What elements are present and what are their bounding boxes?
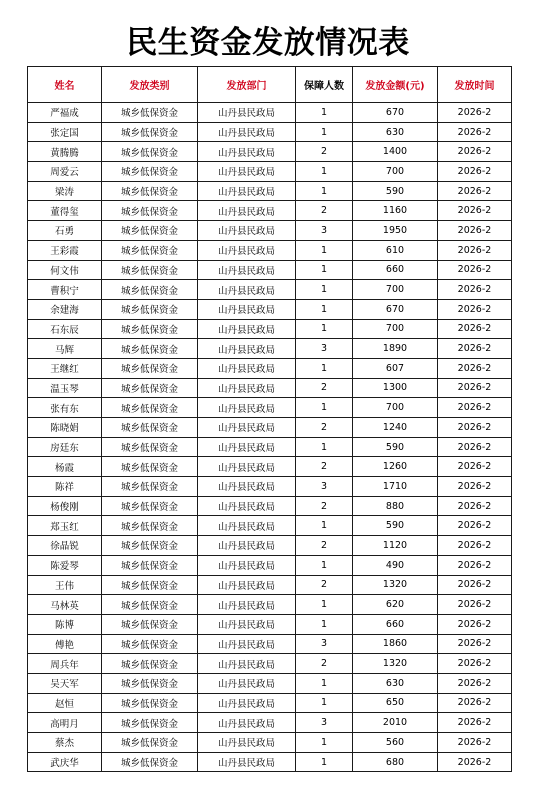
cell-name: 石勇 [28,221,102,241]
table-row [28,634,512,654]
cell-department: 山丹县民政局 [198,634,296,654]
cell-category: 城乡低保资金 [102,752,198,772]
cell-persons: 1 [296,733,353,753]
cell-name: 严福成 [28,103,102,123]
table-row [28,752,512,772]
cell-department: 山丹县民政局 [198,162,296,182]
cell-persons: 1 [296,162,353,182]
cell-persons: 2 [296,536,353,556]
cell-category: 城乡低保资金 [102,162,198,182]
table-row [28,536,512,556]
cell-persons: 1 [296,673,353,693]
cell-category: 城乡低保资金 [102,614,198,634]
table-row [28,693,512,713]
cell-category: 城乡低保资金 [102,280,198,300]
cell-date: 2026-2 [438,162,512,182]
table-header-row [28,67,512,103]
cell-category: 城乡低保资金 [102,103,198,123]
cell-category: 城乡低保资金 [102,240,198,260]
cell-category: 城乡低保资金 [102,122,198,142]
cell-date: 2026-2 [438,221,512,241]
cell-persons: 3 [296,339,353,359]
table-row [28,555,512,575]
cell-persons: 1 [296,614,353,634]
cell-date: 2026-2 [438,457,512,477]
cell-department: 山丹县民政局 [198,555,296,575]
cell-amount: 610 [353,240,438,260]
cell-amount: 1320 [353,575,438,595]
cell-date: 2026-2 [438,752,512,772]
cell-persons: 1 [296,398,353,418]
cell-name: 石东辰 [28,319,102,339]
cell-department: 山丹县民政局 [198,299,296,319]
cell-date: 2026-2 [438,654,512,674]
cell-date: 2026-2 [438,418,512,438]
cell-department: 山丹县民政局 [198,457,296,477]
table-row [28,240,512,260]
cell-date: 2026-2 [438,142,512,162]
table-row [28,142,512,162]
cell-date: 2026-2 [438,634,512,654]
cell-amount: 1400 [353,142,438,162]
cell-amount: 560 [353,733,438,753]
cell-amount: 1260 [353,457,438,477]
cell-date: 2026-2 [438,713,512,733]
cell-date: 2026-2 [438,398,512,418]
cell-persons: 2 [296,201,353,221]
cell-amount: 700 [353,280,438,300]
cell-amount: 1160 [353,201,438,221]
cell-amount: 590 [353,181,438,201]
cell-amount: 700 [353,319,438,339]
cell-date: 2026-2 [438,673,512,693]
cell-department: 山丹县民政局 [198,122,296,142]
cell-date: 2026-2 [438,103,512,123]
table-row [28,299,512,319]
cell-name: 马林英 [28,595,102,615]
cell-category: 城乡低保资金 [102,595,198,615]
table-row [28,319,512,339]
cell-persons: 3 [296,221,353,241]
cell-name: 陈爱琴 [28,555,102,575]
cell-persons: 2 [296,575,353,595]
cell-department: 山丹县民政局 [198,575,296,595]
table-row [28,358,512,378]
table-body [28,103,512,772]
cell-category: 城乡低保资金 [102,358,198,378]
cell-department: 山丹县民政局 [198,201,296,221]
cell-department: 山丹县民政局 [198,496,296,516]
cell-category: 城乡低保资金 [102,437,198,457]
cell-persons: 1 [296,103,353,123]
cell-category: 城乡低保资金 [102,516,198,536]
table-row [28,280,512,300]
cell-category: 城乡低保资金 [102,575,198,595]
cell-amount: 1890 [353,339,438,359]
cell-date: 2026-2 [438,536,512,556]
cell-department: 山丹县民政局 [198,733,296,753]
column-header-amount: 发放金额(元) [353,67,438,103]
cell-department: 山丹县民政局 [198,181,296,201]
cell-category: 城乡低保资金 [102,733,198,753]
cell-category: 城乡低保资金 [102,693,198,713]
table-row [28,201,512,221]
cell-amount: 670 [353,299,438,319]
cell-date: 2026-2 [438,378,512,398]
cell-name: 张有东 [28,398,102,418]
cell-persons: 1 [296,280,353,300]
page-title: 民生资金发放情况表 [126,25,410,61]
cell-category: 城乡低保资金 [102,339,198,359]
cell-name: 曹积宁 [28,280,102,300]
column-header-department: 发放部门 [198,67,296,103]
table-row [28,654,512,674]
cell-category: 城乡低保资金 [102,713,198,733]
cell-amount: 630 [353,673,438,693]
table-row [28,673,512,693]
cell-department: 山丹县民政局 [198,673,296,693]
cell-date: 2026-2 [438,575,512,595]
cell-name: 杨俊刚 [28,496,102,516]
table-row [28,221,512,241]
cell-category: 城乡低保资金 [102,398,198,418]
cell-name: 张定国 [28,122,102,142]
cell-department: 山丹县民政局 [198,693,296,713]
cell-department: 山丹县民政局 [198,752,296,772]
cell-persons: 1 [296,555,353,575]
cell-category: 城乡低保资金 [102,142,198,162]
cell-date: 2026-2 [438,595,512,615]
cell-persons: 2 [296,142,353,162]
cell-date: 2026-2 [438,260,512,280]
cell-department: 山丹县民政局 [198,378,296,398]
cell-persons: 1 [296,516,353,536]
cell-department: 山丹县民政局 [198,536,296,556]
cell-department: 山丹县民政局 [198,418,296,438]
cell-amount: 590 [353,516,438,536]
cell-department: 山丹县民政局 [198,319,296,339]
cell-amount: 1860 [353,634,438,654]
cell-name: 马辉 [28,339,102,359]
cell-amount: 700 [353,162,438,182]
cell-name: 武庆华 [28,752,102,772]
column-header-date: 发放时间 [438,67,512,103]
table-row [28,181,512,201]
cell-amount: 1300 [353,378,438,398]
cell-amount: 620 [353,595,438,615]
cell-persons: 2 [296,457,353,477]
cell-name: 周兵年 [28,654,102,674]
cell-date: 2026-2 [438,693,512,713]
cell-name: 王彩霞 [28,240,102,260]
table-row [28,103,512,123]
cell-category: 城乡低保资金 [102,418,198,438]
cell-amount: 670 [353,103,438,123]
cell-date: 2026-2 [438,299,512,319]
cell-persons: 1 [296,299,353,319]
cell-persons: 1 [296,693,353,713]
column-header-name: 姓名 [28,67,102,103]
cell-name: 蔡杰 [28,733,102,753]
column-header-category: 发放类别 [102,67,198,103]
cell-name: 房廷东 [28,437,102,457]
cell-persons: 2 [296,418,353,438]
cell-amount: 1320 [353,654,438,674]
cell-department: 山丹县民政局 [198,103,296,123]
table-row [28,733,512,753]
table-row [28,575,512,595]
cell-amount: 680 [353,752,438,772]
cell-persons: 1 [296,122,353,142]
cell-date: 2026-2 [438,339,512,359]
cell-date: 2026-2 [438,437,512,457]
cell-persons: 2 [296,654,353,674]
cell-amount: 1950 [353,221,438,241]
cell-department: 山丹县民政局 [198,516,296,536]
cell-date: 2026-2 [438,201,512,221]
cell-category: 城乡低保资金 [102,181,198,201]
funds-table [27,66,512,772]
cell-department: 山丹县民政局 [198,260,296,280]
cell-name: 傅艳 [28,634,102,654]
cell-category: 城乡低保资金 [102,319,198,339]
cell-persons: 1 [296,752,353,772]
cell-category: 城乡低保资金 [102,477,198,497]
cell-date: 2026-2 [438,181,512,201]
cell-amount: 590 [353,437,438,457]
cell-date: 2026-2 [438,555,512,575]
cell-name: 王伟 [28,575,102,595]
cell-amount: 650 [353,693,438,713]
cell-date: 2026-2 [438,733,512,753]
cell-name: 郑玉红 [28,516,102,536]
table-row [28,713,512,733]
cell-date: 2026-2 [438,516,512,536]
cell-category: 城乡低保资金 [102,654,198,674]
cell-department: 山丹县民政局 [198,713,296,733]
cell-name: 陈祥 [28,477,102,497]
cell-amount: 490 [353,555,438,575]
cell-category: 城乡低保资金 [102,536,198,556]
cell-name: 董得玺 [28,201,102,221]
cell-persons: 3 [296,713,353,733]
cell-department: 山丹县民政局 [198,339,296,359]
cell-department: 山丹县民政局 [198,595,296,615]
cell-persons: 3 [296,634,353,654]
cell-name: 高明月 [28,713,102,733]
cell-name: 徐晶锐 [28,536,102,556]
cell-name: 吴天军 [28,673,102,693]
cell-persons: 1 [296,319,353,339]
cell-date: 2026-2 [438,477,512,497]
table-row [28,122,512,142]
cell-amount: 660 [353,614,438,634]
column-header-persons: 保障人数 [296,67,353,103]
cell-amount: 607 [353,358,438,378]
cell-category: 城乡低保资金 [102,260,198,280]
cell-department: 山丹县民政局 [198,398,296,418]
cell-department: 山丹县民政局 [198,477,296,497]
cell-name: 陈晓娟 [28,418,102,438]
cell-name: 陈博 [28,614,102,634]
cell-category: 城乡低保资金 [102,299,198,319]
cell-category: 城乡低保资金 [102,457,198,477]
table-row [28,457,512,477]
cell-date: 2026-2 [438,358,512,378]
cell-name: 梁涛 [28,181,102,201]
cell-date: 2026-2 [438,240,512,260]
cell-persons: 1 [296,437,353,457]
table-row [28,260,512,280]
cell-persons: 1 [296,240,353,260]
cell-amount: 630 [353,122,438,142]
cell-persons: 2 [296,378,353,398]
cell-category: 城乡低保资金 [102,496,198,516]
cell-amount: 880 [353,496,438,516]
cell-name: 黄腾腾 [28,142,102,162]
table-row [28,437,512,457]
cell-department: 山丹县民政局 [198,614,296,634]
cell-date: 2026-2 [438,319,512,339]
table-row [28,595,512,615]
cell-name: 周爱云 [28,162,102,182]
cell-date: 2026-2 [438,496,512,516]
cell-category: 城乡低保资金 [102,378,198,398]
cell-date: 2026-2 [438,280,512,300]
cell-persons: 2 [296,496,353,516]
cell-amount: 1710 [353,477,438,497]
table-row [28,496,512,516]
cell-persons: 1 [296,260,353,280]
table-row [28,516,512,536]
cell-persons: 1 [296,358,353,378]
cell-name: 杨霞 [28,457,102,477]
cell-category: 城乡低保资金 [102,555,198,575]
cell-category: 城乡低保资金 [102,673,198,693]
cell-persons: 1 [296,595,353,615]
cell-persons: 1 [296,181,353,201]
table-row [28,398,512,418]
cell-name: 赵恒 [28,693,102,713]
cell-name: 余建海 [28,299,102,319]
cell-amount: 700 [353,398,438,418]
cell-department: 山丹县民政局 [198,654,296,674]
table-row [28,418,512,438]
cell-name: 王继红 [28,358,102,378]
cell-name: 温玉琴 [28,378,102,398]
cell-department: 山丹县民政局 [198,280,296,300]
cell-amount: 2010 [353,713,438,733]
cell-category: 城乡低保资金 [102,221,198,241]
table-row [28,339,512,359]
cell-date: 2026-2 [438,122,512,142]
cell-amount: 1240 [353,418,438,438]
cell-department: 山丹县民政局 [198,358,296,378]
cell-amount: 1120 [353,536,438,556]
cell-department: 山丹县民政局 [198,221,296,241]
cell-category: 城乡低保资金 [102,634,198,654]
table-row [28,162,512,182]
cell-department: 山丹县民政局 [198,240,296,260]
cell-category: 城乡低保资金 [102,201,198,221]
table-row [28,477,512,497]
cell-department: 山丹县民政局 [198,437,296,457]
cell-persons: 3 [296,477,353,497]
table-row [28,614,512,634]
cell-department: 山丹县民政局 [198,142,296,162]
cell-amount: 660 [353,260,438,280]
cell-name: 何文伟 [28,260,102,280]
cell-date: 2026-2 [438,614,512,634]
table-row [28,378,512,398]
